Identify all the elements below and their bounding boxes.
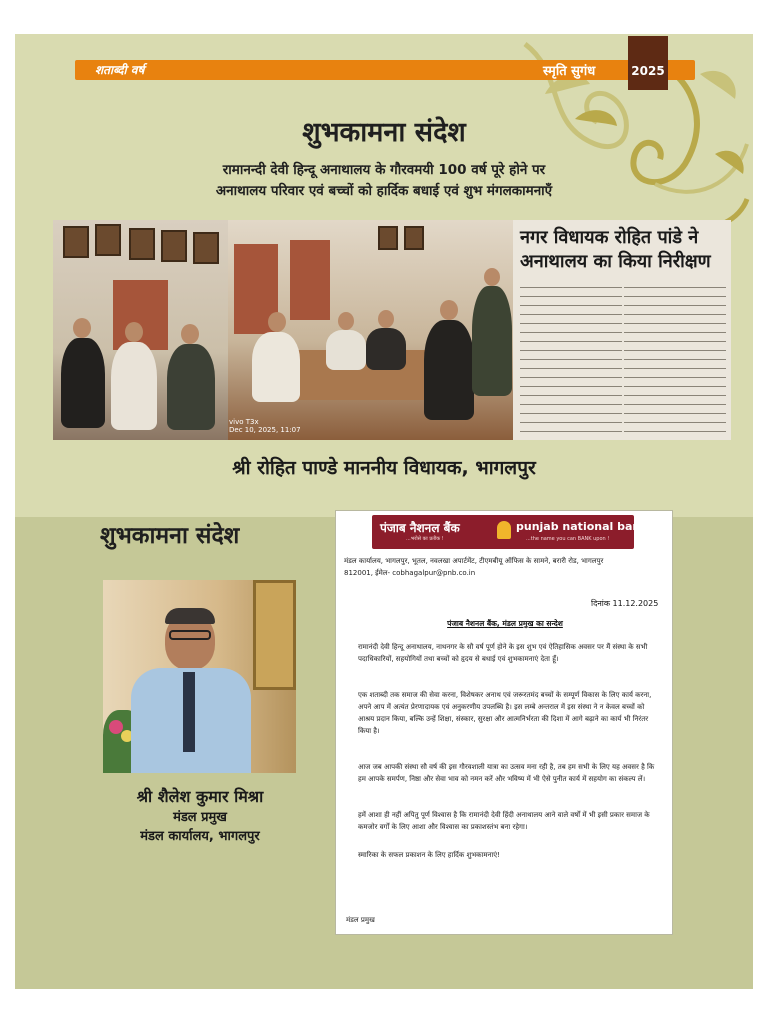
- photo-group-meeting: [53, 220, 228, 440]
- person-head: [268, 312, 286, 332]
- bank-letter: [335, 510, 673, 935]
- address-line: मंडल कार्यालय, भागलपुर, भूतल, नवलखा अपार्टमेंट, टीएमबीयू ऑफिस के सामने, बरारी रोड, भागलपुर: [344, 557, 604, 565]
- section2-designation: मंडल प्रमुख: [173, 810, 227, 825]
- person-hair: [165, 608, 215, 624]
- photo-stamp-model: vivo T3x: [229, 418, 259, 426]
- person-head: [73, 318, 91, 338]
- pnb-logo-icon: [497, 521, 511, 539]
- section1-heading: शुभकामना संदेश: [302, 117, 466, 148]
- wall-frame: [193, 232, 219, 264]
- photo-stamp-date: Dec 10, 2025, 11:07: [229, 426, 301, 434]
- person: [424, 320, 474, 420]
- letter-date: दिनांक 11.12.2025: [591, 599, 659, 608]
- person-head: [181, 324, 199, 344]
- notice-board: [290, 240, 330, 320]
- person-head: [378, 310, 394, 328]
- letter-paragraph-5: स्मारिका के सफल प्रकाशन के लिए हार्दिक शुभकामनाएं!: [358, 851, 500, 859]
- wall-frame: [63, 226, 89, 258]
- subtitle-line-2: अनाथालय परिवार एवं बच्चों को हार्दिक बधाई एवं शुभ मंगलकामनाएँ: [215, 183, 553, 199]
- photo-camera-stamp: [229, 418, 301, 434]
- wall-frame: [129, 228, 155, 260]
- section2-name: श्री शैलेश कुमार मिश्रा: [136, 787, 264, 806]
- person-tie: [183, 672, 195, 752]
- header-left-label: शताब्दी वर्ष: [95, 63, 145, 77]
- address-pin-email: 812001, ईमेल- cobhagalpur@pnb.co.in: [344, 569, 476, 577]
- person: [366, 328, 406, 370]
- wall-frame: [95, 224, 121, 256]
- letter-paragraph-1: रामानंदी देवी हिन्दू अनाथालय, नाथनगर के सौ वर्ष पूर्ण होने के इस शुभ एवं ऐतिहासिक अवसर पर मैं संस्था के सभी पदाधिकारियों, सहयोगियों तथा बच्चों को हृदय से बधाई एवं शुभकामनाएं देता हूँ।: [358, 643, 648, 663]
- letter-title: पंजाब नैशनल बैंक, मंडल प्रमुख का सन्देश: [447, 619, 563, 628]
- person: [252, 332, 300, 402]
- year-box: [628, 36, 668, 90]
- section1-subtitle: [15, 160, 753, 202]
- section2-role: [60, 808, 340, 846]
- person: [326, 330, 366, 370]
- person: [472, 286, 512, 396]
- person-head: [338, 312, 354, 330]
- person: [167, 344, 215, 430]
- person-head: [484, 268, 500, 286]
- notice-board: [113, 280, 168, 350]
- section1-caption: श्री रोहित पाण्डे माननीय विधायक, भागलपुर: [232, 457, 536, 479]
- top-panel: [15, 34, 753, 517]
- person: [61, 338, 105, 428]
- bank-name-hindi: पंजाब नैशनल बैंक: [380, 521, 460, 535]
- letter-paragraph-2: एक शताब्दी तक समाज की सेवा करना, विशेषकर अनाथ एवं जरूरतमंद बच्चों के सम्पूर्ण विकास के लिए कार्य करना, अपने आप में अत्यंत प्रेरणादायक एवं अनुकरणीय उपलब्धि है। इस लम्बे अन्तराल में इस संस्था ने न केवल बच्चों को आश्रय प्रदान किया, बल्कि उन्हें शिक्षा, संस्कार, सुरक्षा और आत्मनिर्भरता की दिशा में आगे बढ़ाने का कार्य भी निरंतर किया है।: [358, 691, 652, 735]
- letter-address: [344, 555, 670, 579]
- wall-frame: [161, 230, 187, 262]
- header-year: 2025: [631, 64, 665, 78]
- header-right-label: स्मृति सुगंध: [543, 64, 596, 79]
- clipping-column-divider: [622, 282, 624, 432]
- letter-paragraph-4: हमें आशा ही नहीं अपितु पूर्ण विश्वास है कि रामानंदी देवी हिंदी अनाथालय आने वाले वर्षों में भी इसी प्रकार समाज के कमजोर वर्गों के लिए आशा और विश्वास का प्रकाशस्तंभ बना रहेगा।: [358, 811, 650, 831]
- wall-frame: [378, 226, 398, 250]
- clipping-headline: नगर विधायक रोहित पांडे ने अनाथालय का किया निरीक्षण: [520, 227, 711, 272]
- person: [111, 342, 157, 430]
- header-ribbon: [75, 60, 695, 80]
- wall-frame: [253, 580, 296, 690]
- letter-paragraph-3: आज जब आपकी संस्था सौ वर्ष की इस गौरवशाली यात्रा का उत्सव मना रही है, तब हम सभी के लिए यह अवसर है कि हम आपके समर्पण, निष्ठा और सेवा भाव को नमन करें और भविष्य में भी ऐसे पुनीत कार्य में सहयोग का संकल्प लें।: [358, 763, 655, 783]
- bank-tagline-hindi: ...भरोसे का प्रतीक !: [406, 536, 444, 542]
- eyeglasses-icon: [169, 630, 211, 640]
- person-head: [125, 322, 143, 342]
- section2-office: मंडल कार्यालय, भागलपुर: [140, 829, 260, 844]
- letter-signature: मंडल प्रमुख: [346, 916, 375, 924]
- bank-tagline-english: ...the name you can BANK upon !: [526, 536, 610, 542]
- bank-name-english: punjab national bank: [516, 520, 648, 533]
- subtitle-line-1: रामानन्दी देवी हिन्दू अनाथालय के गौरवमयी 100 वर्ष पूरे होने पर: [222, 162, 546, 178]
- portrait-photo: [103, 580, 296, 773]
- person-head: [440, 300, 458, 320]
- section2-heading: शुभकामना संदेश: [100, 523, 240, 549]
- photo-office-inspection: [228, 220, 513, 440]
- wall-frame: [404, 226, 424, 250]
